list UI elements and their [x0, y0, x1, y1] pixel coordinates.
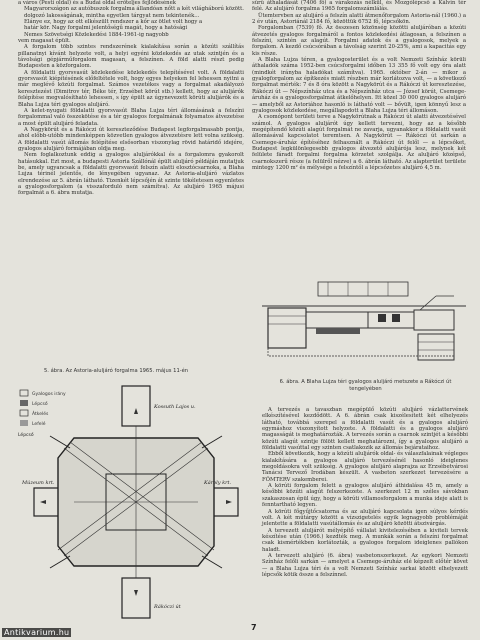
figure-6-section-diagram	[258, 250, 470, 375]
figure-6-caption: 6. ábra. A Blaha Lujza téri gyalogos aluljáró metszete a Rákóczi út tengelyében	[279, 379, 452, 392]
street-label: Kossuth Lajos u.	[154, 404, 196, 410]
figure-5-caption: 5. ábra. Az Astoria-aluljáró forgalma 1965. május 11-én	[44, 368, 189, 374]
stair-label: Lépcső	[18, 433, 34, 438]
paragraph: A földalatti gyorsvasút közlekedése közlekedés telepítésével volt. A földalatti gyorsvasút kiépítésének előfeltétele volt, hogy egyes helyeken fel lehessen nyitni a már meglévő közúti forgalmat. Számos vezetékes vagy a forgalmat akadályozó keresztezést (Dimitrov tér, Béke tér, Erzsébet körút stb.) kellett, hogy az aluljárók felépítése megvalósítható lehessen, s így épült az úgynevezett körúti aluljárók és a Blaha Lujza téri gyalogos aluljáró.	[18, 69, 244, 108]
legend-item: Lefelé	[32, 422, 46, 427]
paragraph: Nemes Szövetségi Közlekedési 1884-1961-ig nagyobb	[24, 31, 169, 38]
paragraph: A körúti főgyűjtőcsatorna és az aluljáró kapcsolata igen súlyos kérdés volt. A két műtárgy között a vízszigetelés egyik legnagyobb problémáját jelentette a földalatti vasútállomás és az aluljáró közötti átszivárgás.	[262, 508, 468, 528]
paragraph: A forgalom több szintes rendszerének kialakítása során a közúti szállítás pillanatnyi kívánt helyzete volt, a helyi egyéni közlekedés az utak szintjén és a távolsági gépjárműforgalom magasan, a felszínen. A föld alatti részt pedig Budapesten a közforgalom.	[18, 44, 244, 70]
watermark: Antikvarium.hu	[4, 628, 70, 637]
street-label: Rákóczi út	[154, 604, 181, 610]
paragraph: A tervezett aluljárót mélyépítő vállalat kivitelezésében a kiviteli tervek készítése után (1966.) kezdték meg. A munkák során a felszíni forgalmat csak kismértékben korlátozták, a gyalogos forgalom ideiglenes pallókon haladt.	[262, 527, 468, 553]
paragraph: sűrű áthaladását (7406 fő) a várakozás nélkül, és Mozgólépcső a Kálvin tér felé. Az aluljáró forgalma 1965 forgalomszámlálás.	[252, 0, 466, 13]
paragraph: Ebből következik, hogy a közúti aluljárók oldal- és válaszfalainak végleges kialakítására a gyalogos aluljáró tervezésénél hasonló ideiglenes megoldásokra volt szükség. A gyalogos aluljáró alaprajza az Erzsébetvárosi Tanácsi Tervező Irodában készült. A vasbeton szerkezet tervezésére a FŐMTERV szakemberei.	[262, 451, 468, 483]
paragraph: határ kör. Nagy forgalmi jelentőségű magát, hogy a hatósági	[24, 25, 188, 32]
paragraph: Nem foglalkoztunk eddig a gyalogos aluljárókkal és a forgalomra gyakorolt hatásukkal. Ezt most, a budapesti Astoria Szállónál épült aluljáró példáján mutatjuk be, amely ugyancsak a földalatti gyorsvasút felszín alatti elosztócsarnoka, a Blaha Lujza térinél jelentős, de lényegében ugyanaz. Az Astoria-aluljáró vázlatos elrendezése az 5. ábrán látható. Tizenkét lépcsőjén át szinte tökéletesen egyenletes a gyalogosforgalom (a visszaforduló nem számítva). Az aluljáró 1965 májusi forgalmát a 6. ábra mutatja.	[18, 152, 244, 197]
figure-5-plan-diagram	[14, 378, 254, 628]
legend-item: Gyalogos irány	[32, 392, 66, 397]
section-drawing	[258, 250, 470, 375]
paragraph: A csomópont területi terve a Nagykörútnak a Rákóczi út alatti átvezetésével számol. A gyalogos aluljárót úgy kellett tervezni, hogy az a később megépítendő közúti alagút forgalmát ne zavarja, ugyanakkor a földalatti vasút állomásával kapcsolatot teremtsen. A Nagykörút — Rákóczi út sarkán a Csemege-áruház építéséhez felhasznált a Rákóczi út felől — a lépcsőket, Budapest legkülönlegesebb gyalogos átvezető aluljárója lesz, melynek két felülete fáradt forgalmi forgalma körzetet szolgálja. Az aluljáró középső, csarnokszerű része (a felülről nézve) a 6. ábrán látható. Az alapterület területe mintegy 1200 m² és mélysége a felszíntől a lépcsőzetes aluljáró 4,5 m.	[252, 114, 466, 171]
text-column-left	[18, 0, 244, 352]
paragraph: Forgalomban (7539) fő. Az összesen közönség közötti aluljáróban a közúti átvezetés gyalogos forgalmáról a fontos közlekedési átlagosan, a felszínen a felszíni, szintén az alagút. Forgalmi adatok és a gyalogosok, melyek a forgalom. A kezdő csúcsórában a távolság szerint 20-25%, ami a kapacitás egy kis része.	[252, 25, 466, 57]
text-column-right-top	[252, 0, 466, 244]
paragraph: a város (Pesti oldal) és a Budai oldal erőteljes fejlődésének	[18, 0, 176, 6]
plan-drawing	[14, 378, 254, 628]
page-number: 7	[251, 623, 257, 632]
text-column-right-bottom	[262, 407, 468, 630]
paragraph: dolgozó lakosságának, mintha egyetlen tárgyat nem tekintenék...	[24, 12, 200, 19]
legend-item: Lépcső	[32, 402, 48, 407]
paragraph: Magyarországon az autóbuszok forgalma állandóan nőtt a két világháború között.	[24, 6, 244, 13]
paragraph: Ütemtervben az aluljáró a felszín alatti átmenőforgalom Astoria-nál (1960.) a 2 év után, Astoriánál 2184 fő, közöttük 6752 fő, lépcsőkön.	[252, 12, 466, 26]
paragraph: A Nagykörút és a Rákóczi út kereszteződése Budapest legforgalmasabb pontja, ahol előbb-utóbb mindenképpen közvetlen gyalogos átvezetésre lett volna szükség. A földalatti vasút állomás felépítése elsősorban viszonylag rövid határidő idejére, gyalogos aluljáró formájában oldja meg.	[18, 126, 244, 152]
paragraph: A Blaha Lujza téren, a gyalogosterület és a volt Nemzeti Színház körüli áthaladók száma 1952-ben csúcsforgalmi időben 13 355 fő volt egy óra alatt (mindkét irányba haladókat számítva). 1965. október 2-án — mikor a gyalogforgalom az építkezés miatt részben már korlátozva volt, — a következő forgalmat mérték: 7 és 8 óra között a Nagykörút és a Rákóczi út keresztezése, Rákóczi út — Népszínház utca és a Népszínház utca — József körút, Csemege-áruház és a gyalogosforgalmat átkelőhelyen. Itt közel 30 000 gyalogos aluljáró — amelyből az Astoriához hasonló is látható volt — bővült, igen könnyű lesz a gyalogosok közlekedése, megállapodott a Blaha Lujza téri állomáson.	[252, 57, 466, 114]
paragraph: A tervezett aluljáró (6. ábra) vasbetonszerkezet. Az egykori Nemzeti Színház felőli sarkán — amelyet a Csemege-áruház elé képzelt előtér követ — a Blaha Lujza téri és a volt Nemzeti Színház sarkai között elhelyezett lépcsők kötik össze a felszínnel.	[262, 552, 468, 578]
paragraph: Elánye ez, hogy az ott elkészült rendszer a kőr az ötlet volt hogy a	[24, 19, 203, 26]
paragraph: A kelet-nyugati földalatti gyorsvasút Blaha Lujza téri állomásának a felszíni forgalommal való összekötése és a tér gyalogos forgalmának folyamatos átvezetése a most épült aluljáró feladata.	[18, 107, 244, 127]
paragraph: vem magasat épült.	[18, 38, 71, 45]
paragraph: A tervezés a tavaszban megépülő közúti aluljáró vázlattervének elkészítésével kezdődött. A 6. ábrán csak kiszélesített két elhelyezés látható, továbbá szerepel a földalatti vasút és a gyalogos aluljáró egymáshoz viszonyított helyzete. A földalatti és a gyalogos aluljáró magasságát is meghatározták. A tervezés során a csarnok szintjét a későbbi közúti alagút szintje fölött kellett meghatározni, így a gyalogos aluljáró a földalatti vasúttal egy szinten csatlakozik az állomás bejárataihoz.	[262, 407, 468, 452]
street-label: Múzeum krt.	[22, 480, 55, 486]
street-label: Károly krt.	[204, 480, 232, 486]
legend-item: Átkelés	[32, 412, 49, 417]
paragraph: A körúti forgalom felett a gyalogos aluljáró áthidalása 45 m, amely a későbbi közúti alagút felszerkezete. A szerkezet 12 m széles sávokban szakaszosan épül úgy, hogy a körúti villamosforgalom a munka ideje alatt is fenntartható legyen.	[262, 483, 468, 509]
